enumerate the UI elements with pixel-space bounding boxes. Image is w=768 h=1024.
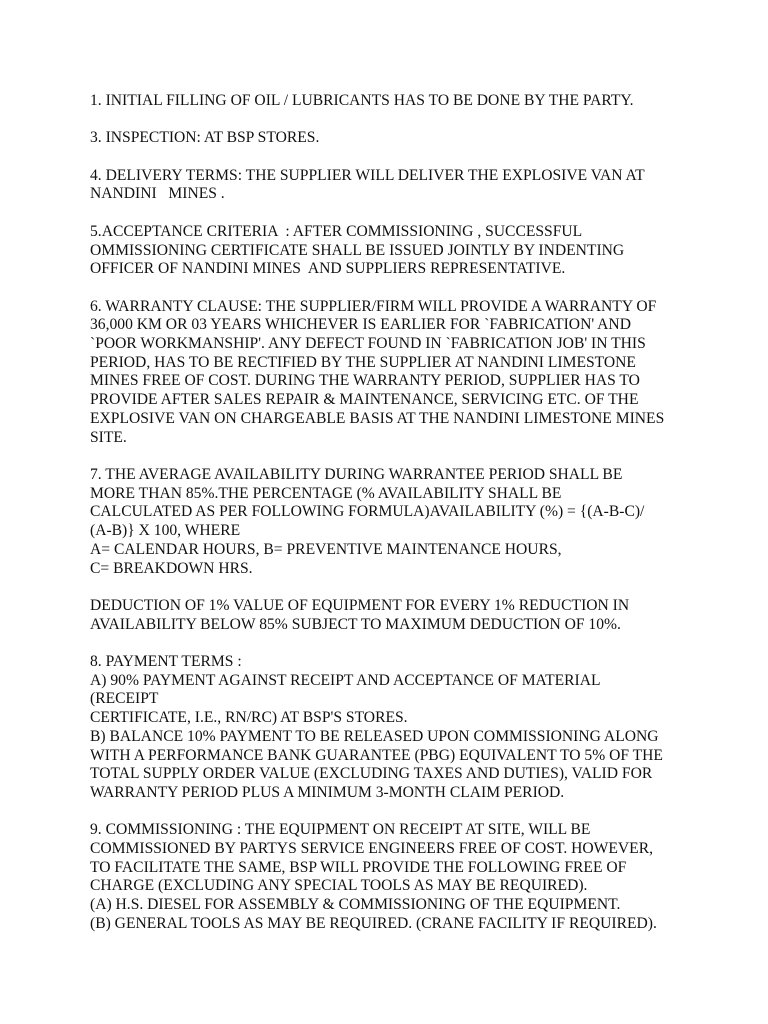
text-line: EXPLOSIVE VAN ON CHARGEABLE BASIS AT THE NANDINI LIMESTONE MINES <box>90 409 665 427</box>
text-line: C= BREAKDOWN HRS. <box>90 559 253 577</box>
text-line: DEDUCTION OF 1% VALUE OF EQUIPMENT FOR EVERY 1% REDUCTION IN <box>90 596 630 614</box>
text-line: 3. INSPECTION: AT BSP STORES. <box>90 129 320 147</box>
text-line: SITE. <box>90 428 127 446</box>
text-line: WITH A PERFORMANCE BANK GUARANTEE (PBG) EQUIVALENT TO 5% OF THE <box>90 746 663 764</box>
text-line: CERTIFICATE, I.E., RN/RC) AT BSP'S STORES. <box>90 709 408 727</box>
text-line: (A-B)} X 100, WHERE <box>90 522 241 540</box>
paragraph <box>90 653 690 803</box>
text-line: WARRANTY PERIOD PLUS A MINIMUM 3-MONTH CLAIM PERIOD. <box>90 783 565 801</box>
text-line: PERIOD, HAS TO BE RECTIFIED BY THE SUPPLIER AT NANDINI LIMESTONE <box>90 353 636 371</box>
text-line: 5.ACCEPTANCE CRITERIA : AFTER COMMISSIONING , SUCCESSFUL <box>90 222 583 240</box>
text-line: MORE THAN 85%.THE PERCENTAGE (% AVAILABILITY SHALL BE <box>90 484 562 502</box>
text-line: (RECEIPT <box>90 690 159 708</box>
text-line: 8. PAYMENT TERMS : <box>90 652 242 670</box>
text-line: (B) GENERAL TOOLS AS MAY BE REQUIRED. (CRANE FACILITY IF REQUIRED). <box>90 914 657 932</box>
text-line: COMMISSIONED BY PARTYS SERVICE ENGINEERS FREE OF COST. HOWEVER, <box>90 840 653 857</box>
paragraph <box>90 92 690 111</box>
text-line: A) 90% PAYMENT AGAINST RECEIPT AND ACCEPTANCE OF MATERIAL <box>90 671 601 689</box>
text-line: 4. DELIVERY TERMS: THE SUPPLIER WILL DELIVER THE EXPLOSIVE VAN AT <box>90 166 645 184</box>
paragraph <box>90 821 690 933</box>
text-line: NANDINI MINES . <box>90 185 225 203</box>
text-line: MINES FREE OF COST. DURING THE WARRANTY PERIOD, SUPPLIER HAS TO <box>90 372 640 390</box>
text-line: A= CALENDAR HOURS, B= PREVENTIVE MAINTENANCE HOURS, <box>90 540 562 558</box>
text-line: OMMISSIONING CERTIFICATE SHALL BE ISSUED JOINTLY BY INDENTING <box>90 241 625 259</box>
text-line: TO FACILITATE THE SAME, BSP WILL PROVIDE THE FOLLOWING FREE OF <box>90 858 627 876</box>
paragraph <box>90 298 690 448</box>
text-line: AVAILABILITY BELOW 85% SUBJECT TO MAXIMUM DEDUCTION OF 10%. <box>90 615 621 633</box>
paragraph <box>90 466 690 578</box>
text-line: 1. INITIAL FILLING OF OIL / LUBRICANTS HAS TO BE DONE BY THE PARTY. <box>90 92 634 109</box>
text-line: 6. WARRANTY CLAUSE: THE SUPPLIER/FIRM WILL PROVIDE A WARRANTY OF <box>90 297 657 315</box>
text-line: CHARGE (EXCLUDING ANY SPECIAL TOOLS AS MAY BE REQUIRED). <box>90 877 588 895</box>
text-line: 36,000 KM OR 03 YEARS WHICHEVER IS EARLIER FOR `FABRICATION' AND <box>90 316 631 334</box>
paragraph <box>90 597 690 634</box>
text-line: B) BALANCE 10% PAYMENT TO BE RELEASED UPON COMMISSIONING ALONG <box>90 727 659 745</box>
text-line: `POOR WORKMANSHIP'. ANY DEFECT FOUND IN `FABRICATION JOB' IN THIS <box>90 335 646 353</box>
paragraph <box>90 223 690 279</box>
text-line: CALCULATED AS PER FOLLOWING FORMULA)AVAILABILITY (%) = {(A-B-C)/ <box>90 503 645 521</box>
paragraph <box>90 129 690 148</box>
text-line: OFFICER OF NANDINI MINES AND SUPPLIERS REPRESENTATIVE. <box>90 260 566 278</box>
text-line: 7. THE AVERAGE AVAILABILITY DURING WARRANTEE PERIOD SHALL BE <box>90 465 623 483</box>
text-line: TOTAL SUPPLY ORDER VALUE (EXCLUDING TAXES AND DUTIES), VALID FOR <box>90 765 653 783</box>
text-line: 9. COMMISSIONING : THE EQUIPMENT ON RECEIPT AT SITE, WILL BE <box>90 821 591 839</box>
paragraph <box>90 167 690 204</box>
text-line: (A) H.S. DIESEL FOR ASSEMBLY & COMMISSIONING OF THE EQUIPMENT. <box>90 896 621 914</box>
document-page <box>90 92 690 952</box>
text-line: PROVIDE AFTER SALES REPAIR & MAINTENANCE, SERVICING ETC. OF THE <box>90 391 639 409</box>
